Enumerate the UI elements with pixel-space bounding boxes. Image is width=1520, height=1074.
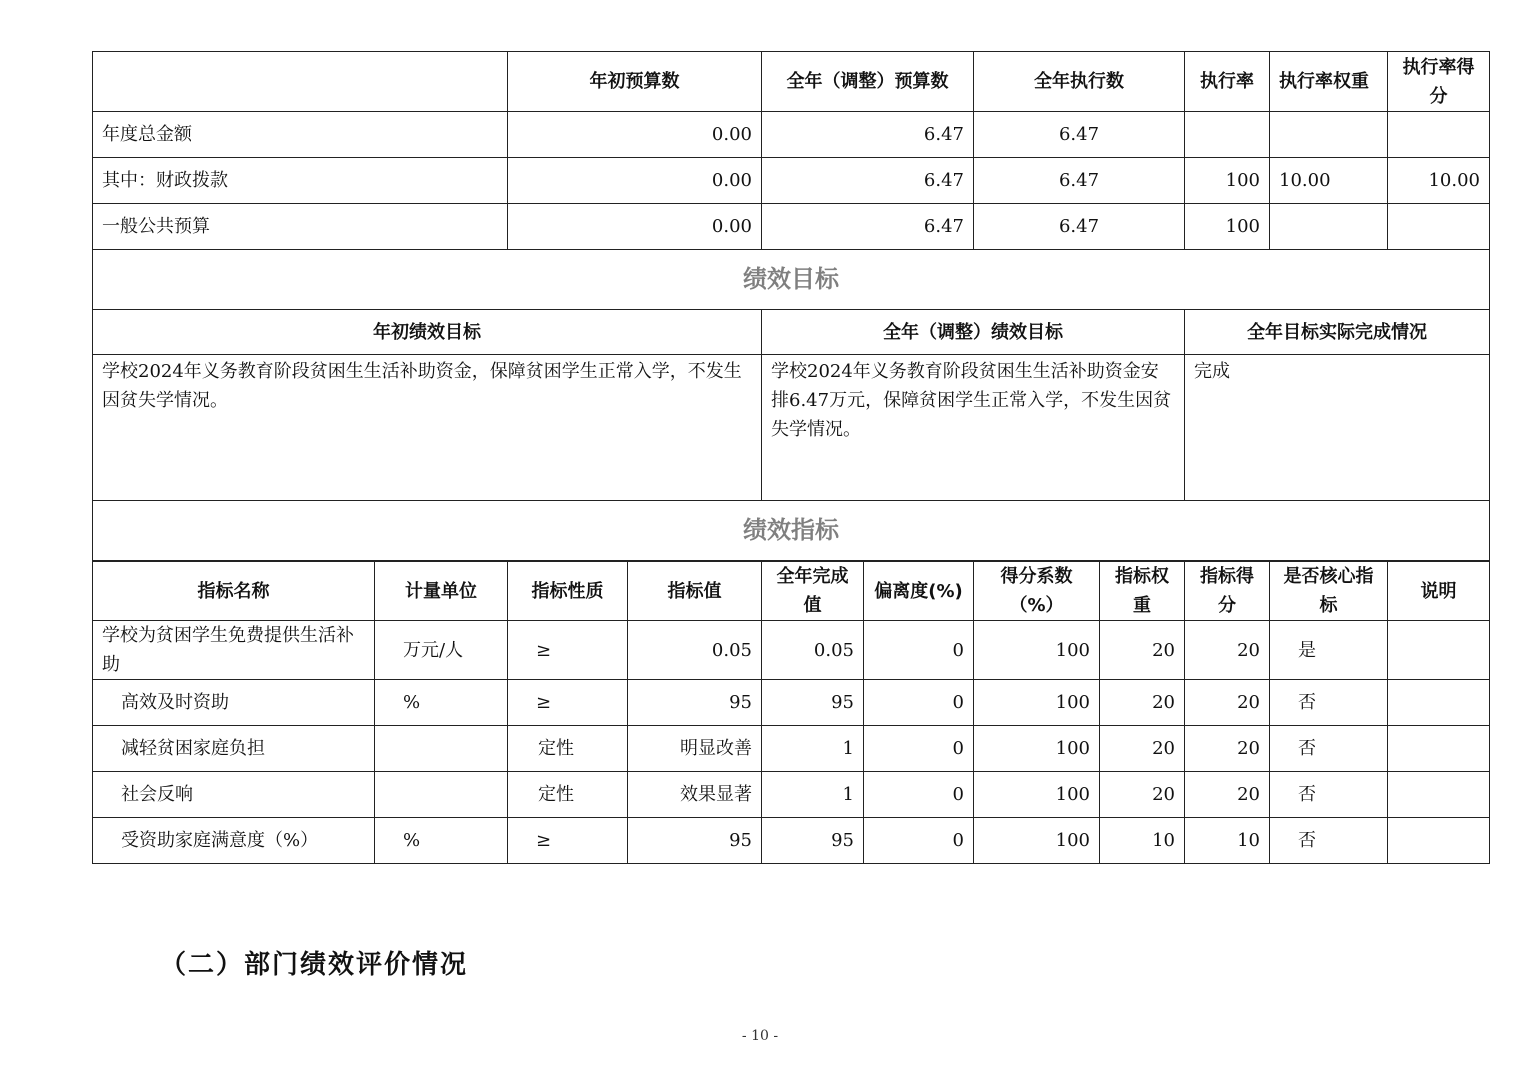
budget-initial-value: 0.00: [508, 158, 762, 204]
budget-header-executed: 全年执行数: [974, 52, 1185, 112]
budget-header-adjusted: 全年（调整）预算数: [762, 52, 974, 112]
indicator-actual: 1: [762, 726, 864, 772]
goal-adjusted-text: 学校2024年义务教育阶段贫困生生活补助资金安排6.47万元，保障贫困学生正常入学，不发生因贫失学情况。: [762, 355, 1185, 501]
indicator-row: [93, 772, 1490, 818]
section-heading: （二）部门绩效评价情况: [160, 950, 469, 980]
indicator-score: 20: [1185, 621, 1270, 680]
budget-rate-value: 100: [1185, 158, 1270, 204]
budget-header-score: 执行率得分: [1388, 52, 1490, 112]
ind-header-core: 是否核心指标: [1270, 562, 1388, 621]
indicator-unit: 万元/人: [375, 621, 508, 680]
indicator-coef: 100: [974, 726, 1100, 772]
indicator-coef: 100: [974, 818, 1100, 864]
indicator-score: 20: [1185, 772, 1270, 818]
indicator-nature: ≥: [508, 818, 628, 864]
indicator-value: 明显改善: [628, 726, 762, 772]
indicator-deviation: 0: [864, 772, 974, 818]
budget-adjusted-value: 6.47: [762, 112, 974, 158]
budget-header-weight: 执行率权重: [1270, 52, 1388, 112]
goal-actual-text: 完成: [1185, 355, 1490, 501]
indicator-coef: 100: [974, 621, 1100, 680]
indicator-value: 0.05: [628, 621, 762, 680]
indicator-score: 20: [1185, 680, 1270, 726]
page-number: - 10 -: [741, 1028, 779, 1044]
ind-header-coef: 得分系数（%）: [974, 562, 1100, 621]
indicator-deviation: 0: [864, 818, 974, 864]
indicators-header-row: [93, 562, 1490, 621]
ind-header-value: 指标值: [628, 562, 762, 621]
indicator-score: 20: [1185, 726, 1270, 772]
goals-table: [92, 309, 1490, 561]
budget-score-value: [1388, 112, 1490, 158]
indicator-deviation: 0: [864, 726, 974, 772]
indicator-core: 否: [1270, 726, 1388, 772]
goals-content-row: [93, 355, 1490, 501]
indicator-unit: [375, 726, 508, 772]
budget-score-value: [1388, 204, 1490, 250]
goal-initial-text: 学校2024年义务教育阶段贫困生生活补助资金，保障贫困学生正常入学，不发生因贫失学情况。: [93, 355, 762, 501]
indicator-note: [1388, 818, 1490, 864]
goals-section-title: 绩效目标: [93, 250, 1490, 310]
indicator-unit: %: [375, 680, 508, 726]
budget-adjusted-value: 6.47: [762, 204, 974, 250]
budget-weight-value: [1270, 112, 1388, 158]
indicator-weight: 10: [1100, 818, 1185, 864]
indicator-note: [1388, 772, 1490, 818]
budget-weight-value: 10.00: [1270, 158, 1388, 204]
indicator-row: [93, 818, 1490, 864]
indicator-nature: ≥: [508, 680, 628, 726]
indicator-note: [1388, 621, 1490, 680]
indicator-name: 减轻贫困家庭负担: [93, 726, 375, 772]
ind-header-weight: 指标权重: [1100, 562, 1185, 621]
indicator-value: 效果显著: [628, 772, 762, 818]
budget-executed-value: 6.47: [974, 158, 1185, 204]
goals-section-row: [93, 250, 1490, 310]
indicator-row: [93, 621, 1490, 680]
budget-rate-value: [1185, 112, 1270, 158]
ind-header-deviation: 偏离度(%): [864, 562, 974, 621]
budget-rate-value: 100: [1185, 204, 1270, 250]
indicator-value: 95: [628, 818, 762, 864]
indicator-deviation: 0: [864, 680, 974, 726]
budget-executed-value: 6.47: [974, 112, 1185, 158]
indicator-core: 是: [1270, 621, 1388, 680]
budget-header-initial: 年初预算数: [508, 52, 762, 112]
indicator-row: [93, 726, 1490, 772]
indicator-deviation: 0: [864, 621, 974, 680]
indicator-unit: [375, 772, 508, 818]
indicator-nature: 定性: [508, 772, 628, 818]
indicator-coef: 100: [974, 680, 1100, 726]
indicator-coef: 100: [974, 772, 1100, 818]
budget-executed-value: 6.47: [974, 204, 1185, 250]
indicator-value: 95: [628, 680, 762, 726]
budget-header-rate: 执行率: [1185, 52, 1270, 112]
indicator-note: [1388, 680, 1490, 726]
indicator-weight: 20: [1100, 772, 1185, 818]
budget-header-blank: [93, 52, 508, 112]
budget-header-row: [93, 52, 1490, 112]
ind-header-score: 指标得分: [1185, 562, 1270, 621]
budget-row-label: 年度总金额: [93, 112, 508, 158]
budget-row-label: 其中：财政拨款: [93, 158, 508, 204]
budget-row-label: 一般公共预算: [93, 204, 508, 250]
indicator-name: 受资助家庭满意度（%）: [93, 818, 375, 864]
indicator-score: 10: [1185, 818, 1270, 864]
indicator-core: 否: [1270, 772, 1388, 818]
indicator-weight: 20: [1100, 621, 1185, 680]
budget-score-value: 10.00: [1388, 158, 1490, 204]
budget-row: [93, 112, 1490, 158]
ind-header-actual: 全年完成值: [762, 562, 864, 621]
indicator-actual: 95: [762, 818, 864, 864]
indicator-nature: 定性: [508, 726, 628, 772]
indicator-note: [1388, 726, 1490, 772]
indicator-weight: 20: [1100, 680, 1185, 726]
goal-header-actual-cell: 全年目标实际完成情况: [1185, 310, 1490, 355]
budget-row: [93, 158, 1490, 204]
indicator-row: [93, 680, 1490, 726]
indicator-actual: 95: [762, 680, 864, 726]
budget-table: [92, 51, 1490, 310]
indicator-nature: ≥: [508, 621, 628, 680]
ind-header-unit: 计量单位: [375, 562, 508, 621]
indicators-section-row: [93, 501, 1490, 561]
indicator-name: 学校为贫困学生免费提供生活补助: [93, 621, 375, 680]
goal-header-adjusted-cell: 全年（调整）绩效目标: [762, 310, 1185, 355]
indicators-section-title: 绩效指标: [93, 501, 1490, 561]
ind-header-name: 指标名称: [93, 562, 375, 621]
goals-header-row: [93, 310, 1490, 355]
goal-header-initial-cell: 年初绩效目标: [93, 310, 762, 355]
budget-initial-value: 0.00: [508, 112, 762, 158]
indicator-core: 否: [1270, 818, 1388, 864]
indicator-actual: 0.05: [762, 621, 864, 680]
indicators-table: [92, 561, 1490, 864]
indicator-core: 否: [1270, 680, 1388, 726]
ind-header-nature: 指标性质: [508, 562, 628, 621]
budget-weight-value: [1270, 204, 1388, 250]
budget-adjusted-value: 6.47: [762, 158, 974, 204]
indicator-unit: %: [375, 818, 508, 864]
indicator-name: 社会反响: [93, 772, 375, 818]
indicator-name: 高效及时资助: [93, 680, 375, 726]
indicator-actual: 1: [762, 772, 864, 818]
budget-initial-value: 0.00: [508, 204, 762, 250]
ind-header-note: 说明: [1388, 562, 1490, 621]
indicator-weight: 20: [1100, 726, 1185, 772]
budget-row: [93, 204, 1490, 250]
